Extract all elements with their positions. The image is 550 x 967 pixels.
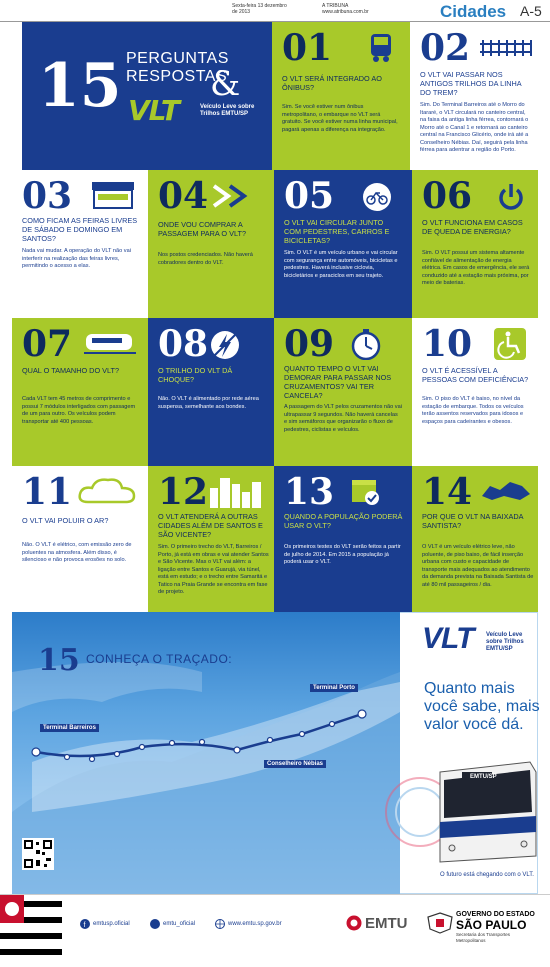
station-marker [358,710,366,718]
stopwatch-icon [350,328,382,360]
card-question: QUANTO TEMPO O VLT VAI DEMORAR PARA PASSAR NOS CRUZAMENTOS? VAI TER CANCELA? [284,364,392,400]
station-marker [170,741,175,746]
vlt-logo: VLT [128,94,179,127]
gov-line2: SÃO PAULO [456,918,527,932]
station-label-porto: Terminal Porto [310,684,358,692]
card-07 [12,318,148,466]
station-label-barreiros: Terminal Barreiros [40,724,99,732]
card-question: O VLT VAI POLUIR O AR? [22,516,109,525]
card-03 [12,170,148,318]
promo-vlt-logo: VLT [422,622,474,655]
vlt-logo-subtitle: Veículo Leve sobre Trilhos EMTU/SP [200,104,255,117]
sp-flag-stripes [0,895,62,967]
card-number: 05 [284,175,335,217]
card-number: 14 [422,471,473,513]
card-answer: Sim. O VLT é um veículo urbano e vai circular com segurança entre automóveis, bicicletas e pedestres. Haverá inclusive ciclovia, bicicletários e paraciclos em seu trajeto. [284,250,398,279]
station-label-nebias: Conselheiro Nébias [264,760,326,768]
tram-icon [84,330,136,356]
card-13 [274,466,412,612]
card-08 [148,318,274,466]
market-stall-icon [90,180,136,212]
station-marker [300,732,305,737]
bicycle-icon [362,182,392,212]
electric-shock-icon [210,330,240,360]
card-question: O VLT VAI CIRCULAR JUNTO COM PEDESTRES, CARROS E BICICLETAS? [284,218,390,245]
card-answer: Cada VLT tem 45 metros de comprimento e possui 7 módulos interligados com passagem de um para outro. Os veículos podem transportar até 400 pessoas. [22,396,136,425]
card-number: 01 [282,27,333,69]
card-04 [148,170,274,318]
card-number: 04 [158,175,209,217]
card-number: 07 [22,323,73,365]
card-number: 11 [22,471,73,513]
tram-destination-sign: EMTU/SP [470,774,497,780]
station-marker [234,747,240,753]
card-number: 13 [284,471,335,513]
card-question: O VLT VAI PASSAR NOS ANTIGOS TRILHOS DA LINHA DO TREM? [420,70,522,97]
card-number: 10 [422,323,473,365]
card-number: 03 [22,175,73,217]
card-question: O VLT É ACESSÍVEL A PESSOAS COM DEFICIÊNCIA? [422,366,529,384]
globe-icon[interactable] [215,919,225,929]
card-14 [412,466,538,612]
ticket-arrows-icon [212,182,252,210]
card-answer: Não. O VLT é elétrico, com emissão zero de poluentes na atmosfera. Além disso, é silencioso e não provoca erosões no solo. [22,542,132,563]
card-question: O TRILHO DO VLT DÁ CHOQUE? [158,366,233,384]
card-02 [410,22,538,170]
promo-logo-subtitle: Veículo Leve sobre Trilhos EMTU/SP [486,632,524,652]
card-number: 12 [158,471,209,513]
card-question: O VLT SERÁ INTEGRADO AO ÔNIBUS? [282,74,382,92]
promo-tagline: O futuro está chegando com o VLT. [440,872,534,878]
card-question: ONDE VOU COMPRAR A PASSAGEM PARA O VLT? [158,220,246,238]
station-marker [115,752,120,757]
card-number: 02 [420,27,471,69]
card-06 [412,170,538,318]
card-number: 08 [158,323,209,365]
card-01 [272,22,410,170]
emtu-logo-icon [346,915,362,931]
card-answer: Nada vai mudar. A operação do VLT não vai interferir na realização das feiras livres, permitindo o acesso a elas. [22,248,131,269]
gov-line3: Secretaria dos Transportes Metropolitanos [456,932,511,943]
region-map-icon [480,476,532,504]
facebook-link[interactable]: emtusp.oficial [93,921,130,927]
title-line1: PERGUNTAS [126,50,229,67]
card-answer: Sim. Se você estiver num ônibus metropolitano, o embarque no VLT será gratuito. Se você estiver numa linha municipal, pagará apenas a diferença na integração. [282,104,398,133]
card-question: QUANDO A POPULAÇÃO PODERÁ USAR O VLT? [284,512,403,530]
facebook-icon[interactable] [80,919,90,929]
wheelchair-icon [494,328,526,360]
card-answer: Sim. O piso do VLT é baixo, no nível da estação de embarque. Todos os veículos terão assentos reservados para idosos e espaços para cadeirantes e obesos. [422,396,524,425]
station-marker [268,738,273,743]
city-buildings-icon [208,474,264,508]
sao-paulo-coat-of-arms [426,911,454,935]
station-marker [200,740,205,745]
card-answer: Os primeiros testes do VLT serão feitos a partir de julho de 2014. Em 2015 a população já poderá usar o VLT. [284,544,401,565]
card-number: 09 [284,323,335,365]
title-line2: RESPOSTAS [126,68,228,85]
card-answer: Sim. O VLT possui um sistema altamente confiável de alimentação de energia elétrica. Em casos de emergência, ele será conduzido até a estação mais próxima, por meio de baterias. [422,250,530,286]
newspaper-header [0,0,550,22]
emtu-brand: EMTU [365,915,408,932]
card-12 [148,466,274,612]
map-section-title: CONHEÇA O TRAÇADO: [86,652,233,666]
title-ampersand: & [210,64,241,104]
card-answer: Não. O VLT é alimentado por rede aérea suspensa, semelhante aos bondes. [158,396,259,410]
card-number: 06 [422,175,473,217]
website-link[interactable]: www.emtu.sp.gov.br [228,921,282,927]
card-question: O VLT FUNCIONA EM CASOS DE QUEDA DE ENERGIA? [422,218,523,236]
card-answer: O VLT é um veículo elétrico leve, não poluente, de piso baixo, de fácil inserção urbana com custo e capacidade de transporte mais adequados ao atendimento da demanda prevista na Baixada Santista de até 80 mil passageiros / dia. [422,544,534,588]
card-11 [12,466,148,612]
issue-date: Sexta-feira 13 dezembro de 2013 [232,3,287,15]
footer-bar [0,894,550,967]
station-marker [140,745,145,750]
svg-text:f: f [83,922,86,929]
twitter-link[interactable]: emtu_oficial [163,921,196,927]
cloud-icon [78,476,138,506]
station-marker [330,722,335,727]
power-icon [496,182,526,212]
map-section-number: 15 [38,643,80,678]
card-question: QUAL O TAMANHO DO VLT? [22,366,120,375]
card-answer: Sim. Do Terminal Barreiros até o Morro do Itararé, o VLT circulará no canteiro central, na faixa da antiga linha férrea, contornará o Morro até o Canal 1 e retornará ao canteiro central na Francisco Glicério, onde irá até a Conselheiro Nébias. Daí, seguirá pela linha férrea para adentrar a região do Porto. [420,102,529,153]
tram-vehicle-illustration [380,752,538,872]
qr-code-icon [22,838,54,870]
card-question: POR QUE O VLT NA BAIXADA SANTISTA? [422,512,524,530]
promo-slogan: Quanto mais você sabe, mais valor você dá. [424,680,540,733]
newspaper-name: A TRIBUNA www.atribuna.com.br [322,3,369,15]
twitter-icon[interactable] [150,919,160,929]
station-marker [65,755,70,760]
page-number: A-5 [520,3,542,19]
calendar-check-icon [350,476,380,506]
card-answer: Sim. O primeiro trecho do VLT, Barreiros / Porto, já está em obras e vai atender Santos e São Vicente. Mas o VLT vai além: a ligação entre Santos e Guarujá, via túnel, está em estudo; e o trecho entre Samaritá e Tatico na Praia Grande se encontra em fase de projeto. [158,544,269,595]
station-marker [32,748,40,756]
bus-icon [368,32,394,62]
card-10 [412,318,538,466]
title-block [22,22,272,170]
station-marker [90,757,95,762]
title-number: 15 [38,51,122,121]
rail-tracks-icon [480,38,532,58]
card-question: COMO FICAM AS FEIRAS LIVRES DE SÁBADO E DOMINGO EM SANTOS? [22,216,138,243]
card-answer: A passagem do VLT pelos cruzamentos não vai ultrapassar 9 segundos. Não haverá cancelas e sim semáforos que organizarão o fluxo de pedestres, ciclistas e veículos. [284,404,402,433]
card-answer: Nos postos credenciados. Não haverá cobradores dentro do VLT. [158,252,253,266]
section-title: Cidades [440,2,507,21]
card-question: O VLT ATENDERÁ A OUTRAS CIDADES ALÉM DE SANTOS E SÃO VICENTE? [158,512,263,539]
card-09 [274,318,412,466]
card-05 [274,170,412,318]
gov-line1: GOVERNO DO ESTADO [456,911,535,918]
